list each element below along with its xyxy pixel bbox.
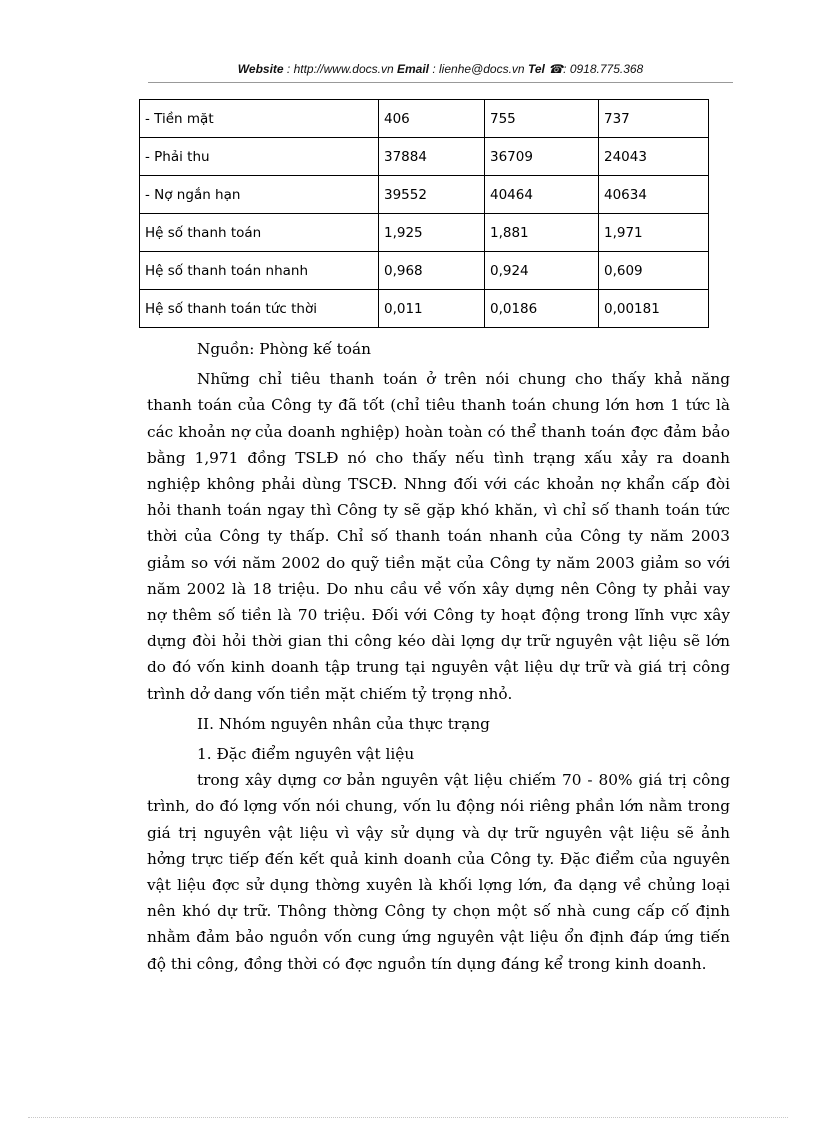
cell-value: 0,924 — [485, 252, 599, 290]
document-body — [147, 336, 730, 977]
cell-value: 0,609 — [599, 252, 709, 290]
email-label: Email — [396, 62, 429, 76]
page-header: Website : http://www.docs.vn Email : lienhe@docs.vn Tel ☎: 0918.775.368 — [237, 62, 644, 76]
row-label: - Tiền mặt — [140, 100, 379, 138]
cell-value: 737 — [599, 100, 709, 138]
cell-value: 40464 — [485, 176, 599, 214]
table-row — [140, 100, 709, 138]
table-row — [140, 138, 709, 176]
row-label: - Nợ ngắn hạn — [140, 176, 379, 214]
subsection-heading: 1. Đặc điểm nguyên vật liệu — [197, 745, 415, 764]
cell-value: 1,925 — [379, 214, 485, 252]
table-row — [140, 214, 709, 252]
phone-icon: ☎ — [548, 62, 564, 76]
website-link[interactable]: http://www.docs.vn — [293, 62, 394, 76]
paragraph-liquidity: Những chỉ tiêu thanh toán ở trên nói chung cho thấy khả năng thanh toán của Công ty đã tốt (chỉ tiêu thanh toán chung lớn hơn 1 tức là các khoản nợ của doanh nghiệp) hoàn toàn có thể thanh toán đợc đảm bảo bằng 1,971 đồng TSLĐ nó cho thấy nếu tình trạng xấu xảy ra doanh nghiệp không phải dùng TSCĐ. Nhng đối với các khoản nợ khẩn cấp đòi hỏi thanh toán ngay thì Công ty sẽ gặp khó khăn, vì chỉ số thanh toán tức thời của Công ty thấp. Chỉ số thanh toán nhanh của Công ty năm 2003 giảm so với năm 2002 do quỹ tiền mặt của Công ty năm 2003 giảm so với năm 2002 là 18 triệu. Do nhu cầu về vốn xây dựng nên Công ty phải vay nợ thêm số tiền là 70 triệu. Đối với Công ty hoạt động trong lĩnh vực xây dựng đòi hỏi thời gian thi công kéo dài lợng dự trữ nguyên vật liệu sẽ lớn do đó vốn kinh doanh tập trung tại nguyên vật liệu dự trữ và giá trị công trình dở dang vốn tiền mặt chiếm tỷ trọng nhỏ. — [147, 370, 730, 703]
website-label: Website — [237, 62, 284, 76]
row-label: - Phải thu — [140, 138, 379, 176]
cell-value: 0,00181 — [599, 290, 709, 328]
paragraph-materials: trong xây dựng cơ bản nguyên vật liệu chiếm 70 - 80% giá trị công trình, do đó lợng vốn nói chung, vốn lu động nói riêng phần lớn nằm trong giá trị nguyên vật liệu vì vậy sử dụng và dự trữ nguyên vật liệu sẽ ảnh hởng trực tiếp đến kết quả kinh doanh của Công ty. Đặc điểm của nguyên vật liệu đợc sử dụng thờng xuyên là khối lợng lớn, đa dạng về chủng loại nên khó dự trữ. Thông thờng Công ty chọn một số nhà cung cấp cố định nhằm đảm bảo nguồn vốn cung ứng nguyên vật liệu ổn định đáp ứng tiến độ thi công, đồng thời có đợc nguồn tín dụng đáng kể trong kinh doanh. — [147, 771, 730, 973]
cell-value: 0,0186 — [485, 290, 599, 328]
tel-value: 0918.775.368 — [569, 62, 644, 76]
header-divider — [148, 82, 733, 83]
liquidity-table — [139, 99, 709, 328]
section-heading: II. Nhóm nguyên nhân của thực trạng — [197, 714, 490, 733]
cell-value: 37884 — [379, 138, 485, 176]
row-label: Hệ số thanh toán nhanh — [140, 252, 379, 290]
cell-value: 39552 — [379, 176, 485, 214]
cell-value: 755 — [485, 100, 599, 138]
cell-value: 0,011 — [379, 290, 485, 328]
cell-value: 40634 — [599, 176, 709, 214]
table-row — [140, 176, 709, 214]
cell-value: 0,968 — [379, 252, 485, 290]
row-label: Hệ số thanh toán tức thời — [140, 290, 379, 328]
cell-value: 1,881 — [485, 214, 599, 252]
table-row — [140, 252, 709, 290]
table-source: Nguồn: Phòng kế toán — [197, 340, 371, 358]
cell-value: 36709 — [485, 138, 599, 176]
email-link[interactable]: lienhe@docs.vn — [439, 62, 525, 76]
table-row — [140, 290, 709, 328]
cell-value: 406 — [379, 100, 485, 138]
cell-value: 24043 — [599, 138, 709, 176]
row-label: Hệ số thanh toán — [140, 214, 379, 252]
footer-divider — [28, 1117, 788, 1118]
cell-value: 1,971 — [599, 214, 709, 252]
tel-label: Tel — [527, 62, 545, 76]
